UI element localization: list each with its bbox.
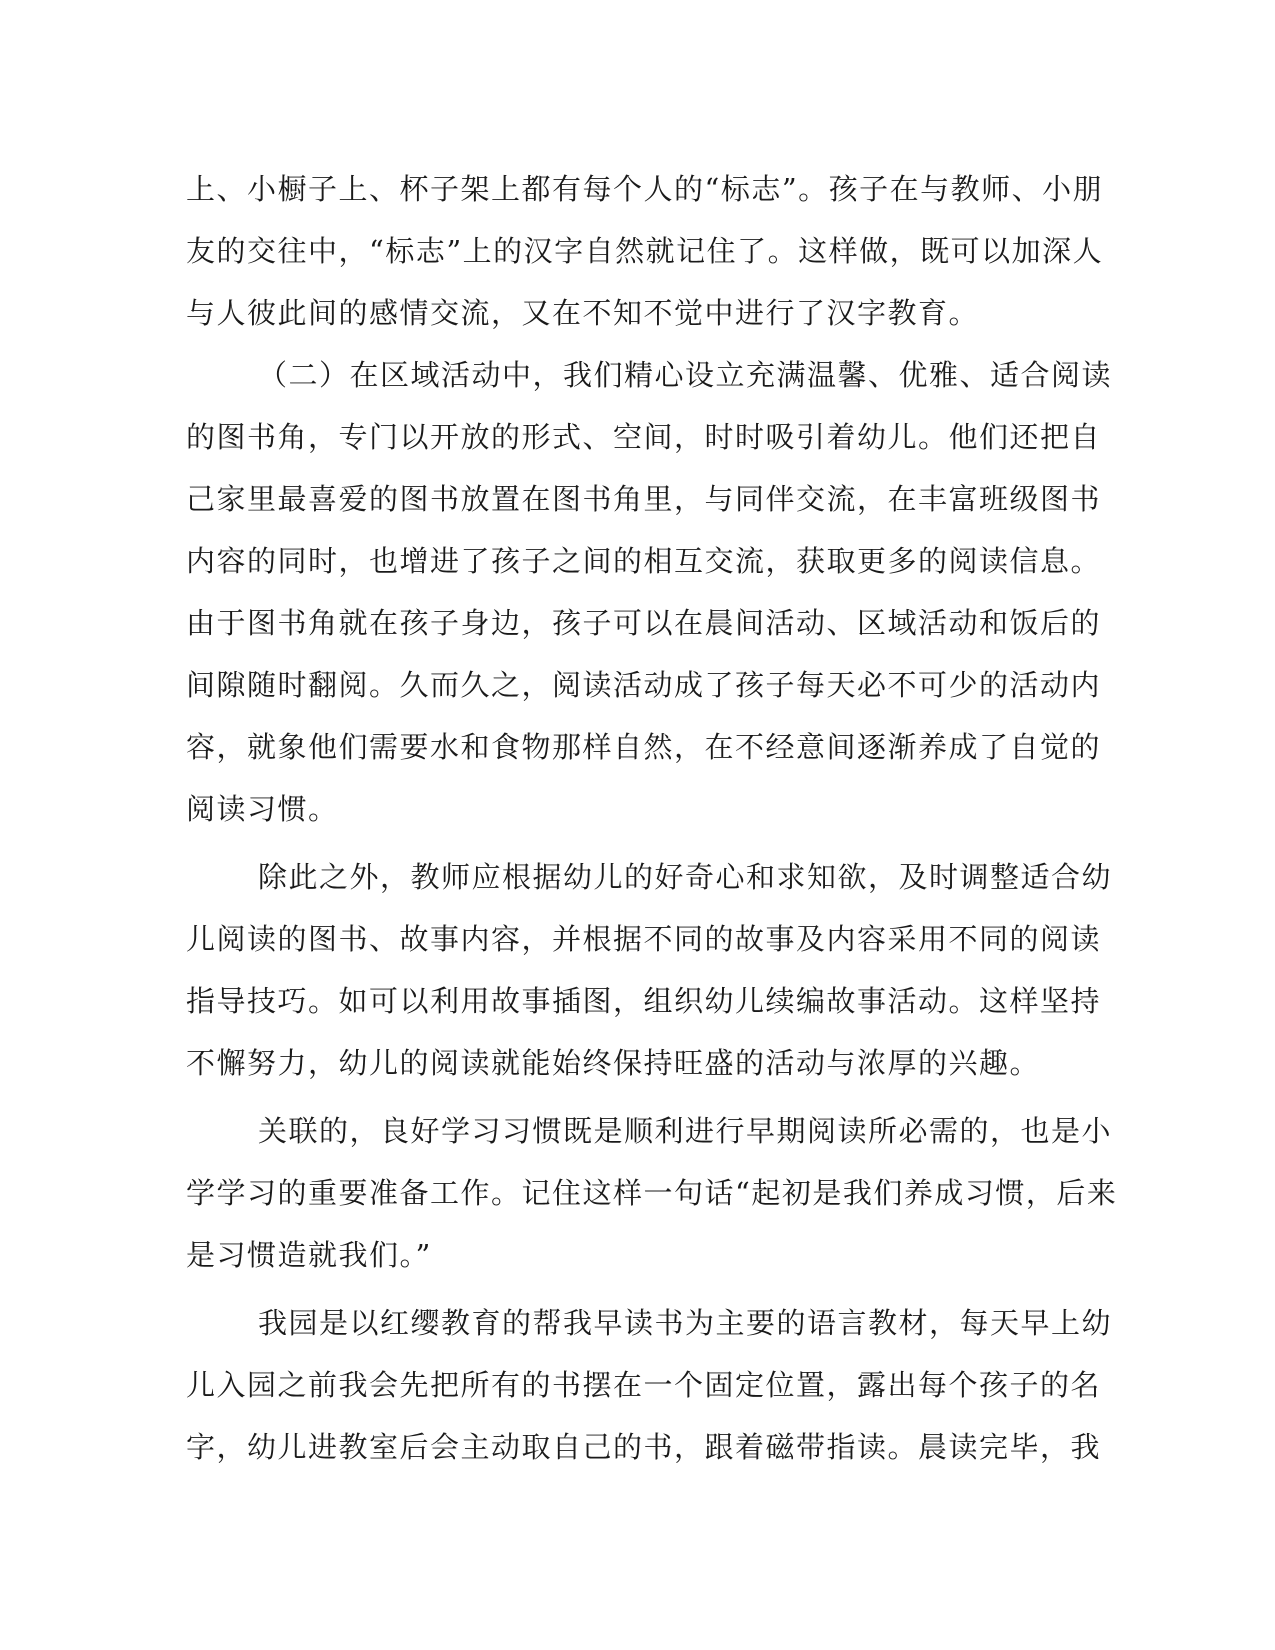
text-line: 不懈努力，幼儿的阅读就能始终保持旺盛的活动与浓厚的兴趣。 [186, 1046, 1041, 1080]
text-line: 间隙随时翻阅。久而久之，阅读活动成了孩子每天必不可少的活动内 [186, 668, 1102, 702]
text-line: 由于图书角就在孩子身边，孩子可以在晨间活动、区域活动和饭后的 [186, 606, 1102, 640]
text-line: 指导技巧。如可以利用故事插图，组织幼儿续编故事活动。这样坚持 [186, 984, 1102, 1018]
text-line: 儿入园之前我会先把所有的书摆在一个固定位置，露出每个孩子的名 [186, 1368, 1102, 1402]
document-body [186, 158, 1118, 1478]
text-line: 的图书角，专门以开放的形式、空间，时时吸引着幼儿。他们还把自 [186, 420, 1102, 454]
text-line: 儿阅读的图书、故事内容，并根据不同的故事及内容采用不同的阅读 [186, 922, 1102, 956]
text-line: 关联的，良好学习习惯既是顺利进行早期阅读所必需的，也是小 [258, 1114, 1113, 1148]
text-line: 容，就象他们需要水和食物那样自然，在不经意间逐渐养成了自觉的 [186, 730, 1102, 764]
text-line: 内容的同时，也增进了孩子之间的相互交流，获取更多的阅读信息。 [186, 544, 1102, 578]
text-line: 己家里最喜爱的图书放置在图书角里，与同伴交流，在丰富班级图书 [186, 482, 1102, 516]
text-line: 上、小橱子上、杯子架上都有每个人的“标志”。孩子在与教师、小朋 [186, 172, 1104, 206]
text-line: 阅读习惯。 [186, 792, 339, 826]
text-line: 友的交往中，“标志”上的汉字自然就记住了。这样做，既可以加深人 [186, 234, 1104, 268]
text-line: 与人彼此间的感情交流，又在不知不觉中进行了汉字教育。 [186, 296, 980, 330]
text-line: 除此之外，教师应根据幼儿的好奇心和求知欲，及时调整适合幼 [258, 860, 1113, 894]
text-line: 是习惯造就我们。” [186, 1238, 432, 1272]
text-line: （二）在区域活动中，我们精心设立充满温馨、优雅、适合阅读 [258, 358, 1113, 392]
text-line: 字，幼儿进教室后会主动取自己的书，跟着磁带指读。晨读完毕，我 [186, 1430, 1102, 1464]
text-line: 学学习的重要准备工作。记住这样一句话“起初是我们养成习惯，后来 [186, 1176, 1118, 1210]
text-line: 我园是以红缨教育的帮我早读书为主要的语言教材，每天早上幼 [258, 1306, 1113, 1340]
